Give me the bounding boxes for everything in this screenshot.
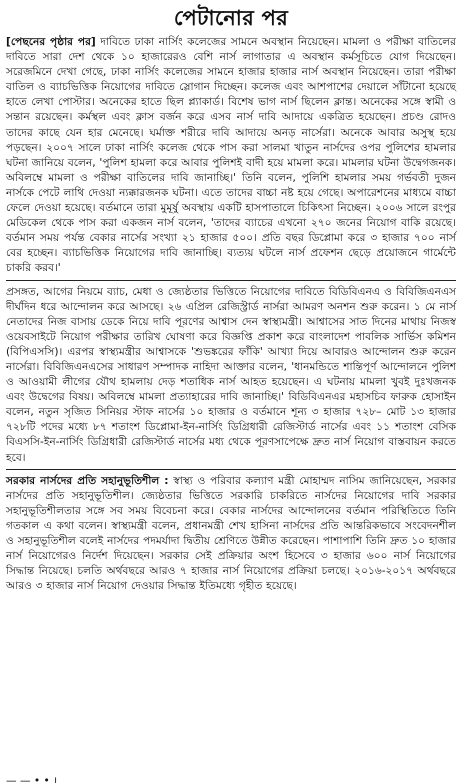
- paragraph-background: [6, 285, 456, 466]
- column-divider: [6, 469, 456, 470]
- paragraph-1-text: দাবিতে ঢাকা নার্সিং কলেজের সামনে অবস্থান নিয়েছেন। মামলা ও পরীক্ষা বাতিলের দাবিতে সারা দেশ থেকে ১০ হাজারেরও বেশি নার্স লাগাতার এ অবস্থান কর্মসূচিতে যোগ দিয়েছেন। সরেজমিনে দেখা গেছে, ঢাকা নার্সিং কলেজের সামনে হাজার হাজার নার্স অবস্থান নিয়েছেন। তারা পরীক্ষা বাতিল ও ব্যাচভিত্তিক নিয়োগের দাবিতে স্লোগান দিচ্ছেন। কলেজ এবং আশপাশের দেয়ালে সাঁটানো হয়েছে হাতে লেখা পোস্টার। অনেকের হাতে ছিল প্ল্যাকার্ড। বিশেষ ভাগ নার্স ছিলেন ক্লান্ত। অনেকের সঙ্গে স্বামী ও সন্তান রয়েছেন। কর্মস্থল এবং ক্লাস বর্জন করে এসব নার্স দাবি আদায়ে একত্রিত হয়েছেন। প্রচণ্ড রোদও তাদের কাছে যেন হার মেনেছে। ঘর্মাক্ত শরীরে দাবি আদায়ে অনড় নার্সেরা। অনেকে আবার অসুস্থ হয়ে পড়ছেন। ২০০৭ সালে ঢাকা নার্সিং কলেজ থেকে পাস করা সালমা খাতুন নার্সদের ওপর পুলিশের হামলার ঘটনা জানিয়ে বলেন, 'পুলিশ হামলা করে আবার পুলিশই বাদী হয়ে মামলা করে। মামলার ঘটনা উদ্বেগজনক। অবিলম্বে মামলা ও পরীক্ষা বাতিলের দাবি জানাচ্ছি।' তিনি বলেন, পুলিশি হামলার সময় গর্ভবতী দুজন নার্সকে পেটে লাথি দেওয়া ন্যক্কারজনক ঘটনা। এতে তাদের বাচ্চা নষ্ট হয়ে গেছে। অপারেশনের মাধ্যমে বাচ্চা ফেলে দেওয়া হয়েছে। বর্তমানে তারা মুমূর্ষু অবস্থায় একটি হাসপাতালে চিকিৎসা নিচ্ছেন। ২০০৬ সালে রংপুর মেডিকেল থেকে পাস করা একজন নার্স বলেন, 'তাদের ব্যাচের এখনো ২৭০ জনের নিয়োগ বাকি রয়েছে। বর্তমান সময় পর্যন্ত বেকার নার্সের সংখ্যা ২১ হাজার ৫০০। প্রতি বছর ডিপ্লোমা করে ৩ হাজার ৭০০ নার্স বের হচ্ছেন। ব্যাচভিত্তিক নিয়োগের দাবি জানাচ্ছি। ব্যত্যয় ঘটলে নার্স প্রফেশন ছেড়ে প্রয়োজনে গার্মেন্টে চাকরি করব।': [6, 36, 457, 275]
- paragraph-continuation: [6, 35, 456, 277]
- paragraph-3-text: স্বাস্থ্য ও পরিবার কল্যাণ মন্ত্রী মোহাম্মদ নাসিম জানিয়েছেন, সরকার নার্সদের প্রতি সহানুভূতিশীল। জ্যেষ্ঠতার ভিত্তিতে সরকারি চাকরিতে নার্সদের নিয়োগের দাবি সরকার সহানুভূতিশীলতার সঙ্গে সব সময় বিবেচনা করে। বেকার নার্সদের আন্দোলনের বর্তমান পরিস্থিতিতে তিনি গতকাল এ কথা বলেন। স্বাস্থ্যমন্ত্রী বলেন, প্রধানমন্ত্রী শেখ হাসিনা নার্সদের প্রতি আন্তরিকভাবে সংবেদনশীল ও সহানুভূতিশীল বলেই নার্সদের পদমর্যাদা দ্বিতীয় শ্রেণিতে উন্নীত করেছেন। পাশাপাশি তিনি দ্রুত ১০ হাজার নার্স নিয়োগেরও নির্দেশ দিয়েছেন। সরকার সেই প্রক্রিয়ার অংশ হিসেবে ৩ হাজার ৬০০ নার্স নিয়োগের সিদ্ধান্ত নিয়েছে। চলতি অর্থবছরে আরও ৭ হাজার নার্স নিয়োগের প্রক্রিয়া চলছে। ২০১৬-২০১৭ অর্থবছরে আরও ৩ হাজার নার্স নিয়োগ দেওয়ার সিদ্ধান্ত ইতিমধ্যে গৃহীত হয়েছে।: [6, 474, 456, 593]
- cropped-next-line: — — • • ।: [6, 775, 58, 783]
- subheading: সরকার নার্সদের প্রতি সহানুভূতিশীল :: [6, 474, 169, 487]
- article-headline: পেটানোর পর: [173, 6, 289, 30]
- column-divider: [6, 280, 456, 281]
- paragraph-2-text: প্রসঙ্গত, আগের নিয়মে ব্যাচ, মেধা ও জ্যেষ্ঠতার ভিত্তিতে নিয়োগের দাবিতে বিডিবিএনএ ও বিবিজিএনএস দীর্ঘদিন ধরে আন্দোলন করে আসছে। ২৬ এপ্রিল রেজিস্ট্রার্ড নার্সরা আমরণ অনশন শুরু করেন। ১ মে নার্স নেতাদের নিজ বাসায় ডেকে নিয়ে দাবি পূরণের আশ্বাস দেন স্বাস্থ্যমন্ত্রী। আশ্বাসের সাত দিনের মাথায় নিজস্ব ওয়েবসাইটে নিয়োগ পরীক্ষার তারিখ ঘোষণা করে বিজ্ঞপ্তি প্রকাশ করে বাংলাদেশ পাবলিক সার্ভিস কমিশন (বিপিএসসি)। এরপর স্বাস্থ্যমন্ত্রীর আশ্বাসকে 'শুভঙ্করের ফাঁকি' আখ্যা দিয়ে আবারও আন্দোলন শুরু করেন নার্সেরা। বিবিজিএনএসের সাধারণ সম্পাদক নাহিদা আক্তার বলেন, 'ধানমন্ডিতে শান্তিপূর্ণ আন্দোলনে পুলিশ ও আওয়ামী লীগের যৌথ হামলায় দেড় শতাধিক নার্স আহত হয়েছেন। এ ঘটনায় মামলা খুবই দুঃখজনক এবং উদ্বেগের বিষয়। অবিলম্বে মামলা প্রত্যাহারের দাবি জানাচ্ছি।' বিডিবিএনএর মহাসচিব ফারুক হোসাইন বলেন, নতুন সৃজিত সিনিয়র স্টাফ নার্সের ১০ হাজার ও বর্তমানে শূন্য ৩ হাজার ৭২৮– মোট ১৩ হাজার ৭২৮টি পদের মধ্যে ৮৭ শতাংশ ডিপ্লোমা-ইন-নার্সিং ডিগ্রিধারী রেজিস্টার্ড নার্সের এবং ১১ শতাংশ বেসিক বিএসসি-ইন-নার্সিং ডিগ্রিধারী রেজিস্টার্ড নার্সের মধ্য থেকে পূরণসাপেক্ষে দ্রুত নার্স নিয়োগ বাস্তবায়ন করতে হবে।: [6, 285, 456, 464]
- continuation-marker: [পেছনের পৃষ্ঠার পর]: [6, 36, 96, 48]
- paragraph-government-response: [6, 474, 456, 595]
